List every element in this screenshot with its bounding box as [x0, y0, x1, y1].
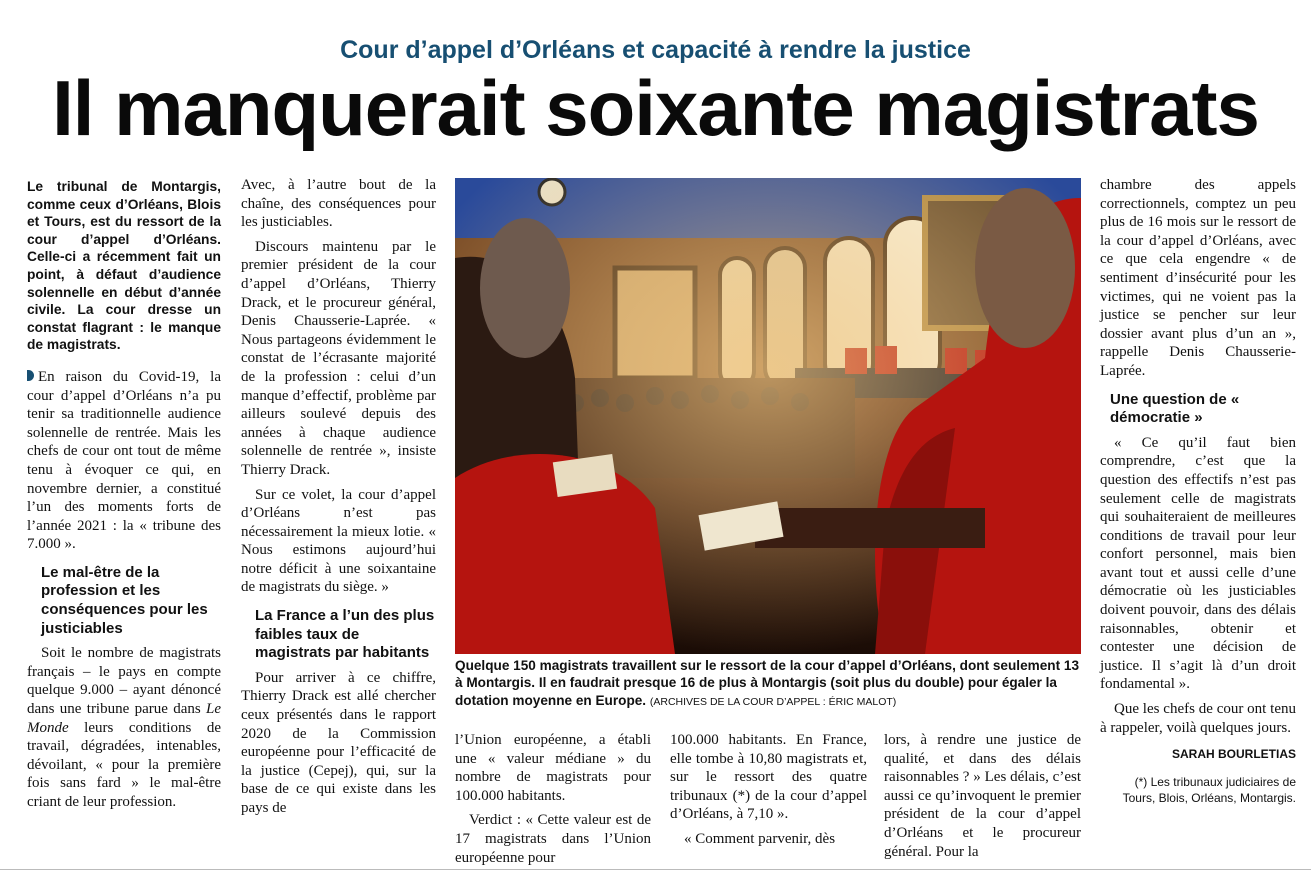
paragraph: Verdict : « Cette valeur est de 17 magistrats dans l’Union européenne pour	[455, 812, 651, 866]
column-6	[1100, 176, 1296, 806]
paragraph: Discours maintenu par le premier président de la cour d’appel d’Orléans, Thierry Drack, et le procureur général, Denis Chausserie-Laprée. « Nous partageons évidemment le constat de l’écrasante majorité de la profession : celui d’un manque d’effectif, problème par ailleurs soulevé depuis des années à chaque audience solennelle de rentrée », insiste Thierry Drack.	[241, 238, 436, 478]
paragraph-marker-icon	[27, 370, 34, 381]
column-5	[884, 731, 1081, 867]
newspaper-title: Le Monde	[27, 701, 221, 736]
paragraph: l’Union européenne, a établi une « valeur médiane » du nombre de magistrats pour 100.000 habitants.	[455, 732, 651, 804]
paragraph: En raison du Covid-19, la cour d’appel d’Orléans n’a pu tenir sa traditionnelle audience solennelle de rentrée. Mais les chefs de cour ont tout de même tenu à évoquer ce qui, en novembre dernier, a constitué l’un des moments forts de l’année 2021 : la « tribune des 7.000 ».	[27, 368, 221, 553]
paragraph: Pour arriver à ce chiffre, Thierry Drack est allé chercher ceux présentés dans le rapport 2020 de la Commission européenne pour l’efficacité de la justice (Cepej), qui, sur la base de ce qui existe dans les pays de	[241, 669, 436, 816]
article-lead: Le tribunal de Montargis, comme ceux d’Orléans, Blois et Tours, est du ressort de la cour d’appel d’Orléans. Celle-ci a récemment fait un point, à défaut d’audience solennelle en début d’année civile. La cour dresse un constat flagrant : le manque de magistrats.	[27, 179, 221, 353]
paragraph: 100.000 habitants. En France, elle tombe à 10,80 magistrats et, sur le ressort des quatre tribunaux (*) de la cour d’appel d’Orléans, à 7,10 ».	[670, 732, 867, 823]
paragraph: Que les chefs de cour ont tenu à rappeler, voilà quelques jours.	[1100, 701, 1296, 736]
paragraph: chambre des appels correctionnels, comptez un peu plus de 16 mois sur le ressort de la cour d’appel d’Orléans, avec ce que cela engendre « de sentiment d’insécurité pour les victimes, qui ne voient pas la justice se pencher sur leur dossier avant plus d’un an », rappelle Denis Chausserie-Laprée.	[1100, 177, 1296, 379]
column-3	[455, 731, 651, 873]
footnote: (*) Les tribunaux judiciaires de Tours, Blois, Orléans, Montargis.	[1122, 774, 1296, 805]
column-4	[670, 731, 867, 855]
article-kicker: Cour d’appel d’Orléans et capacité à rendre la justice	[340, 36, 971, 64]
subheading: Une question de « démocratie »	[1110, 390, 1240, 427]
paragraph: « Ce qu’il faut bien comprendre, c’est que la question des effectifs n’est pas seulement celle de magistrats qui souhaiteraient de meilleures conditions de travail pour leur confort personnel, mais bien avant tout et aussi celle d’une démocratie où les justiciables doivent pouvoir, dans des délais raisonnables, obtenir et contester une décision de justice. Il s’agit là d’un droit fondamental ».	[1100, 434, 1296, 693]
column-2	[241, 176, 436, 824]
photo-caption: Quelque 150 magistrats travaillent sur le ressort de la cour d’appel d’Orléans, dont seulement 13 à Montargis. Il en faudrait presque 16 de plus à Montargis (soit plus du double) pour égaler la dotation moyenne en Europe. (ARCHIVES DE LA COUR D’APPEL : ÉRIC MALOT)	[455, 658, 1080, 708]
photo-credit: (ARCHIVES DE LA COUR D’APPEL : ÉRIC MALOT)	[649, 695, 897, 708]
article-headline: Il manquerait soixante magistrats	[52, 64, 1259, 152]
paragraph: lors, à rendre une justice de qualité, et dans des délais raisonnables ? » Les délais, c’est aussi ce qu’invoquent le premier président de la cour d’appel d’Orléans et le procureur général. Pour la	[884, 732, 1081, 860]
courtroom-photo	[455, 178, 1081, 654]
paragraph: Avec, à l’autre bout de la chaîne, des conséquences pour les justiciables.	[241, 177, 436, 231]
paragraph: Sur ce volet, la cour d’appel d’Orléans n’est pas nécessairement la mieux lotie. « Nous estimons aujourd’hui notre déficit à une soixantaine de magistrats du siège. »	[241, 486, 436, 596]
paragraph: « Comment parvenir, dès	[684, 830, 836, 847]
paragraph: Soit le nombre de magistrats français – le pays en compte quelque 9.000 – ayant dénoncé dans une tribune parue dans Le Monde leurs conditions de travail, dégradées, intenables, dévoilant, « pour la première fois sans fard » le mal-être criant de leur profession.	[27, 645, 221, 810]
subheading: Le mal-être de la profession et les conséquences pour les justiciables	[41, 563, 208, 637]
courtroom-illustration	[455, 178, 1081, 654]
subheading: La France a l’un des plus faibles taux de magistrats par habitants	[255, 607, 435, 662]
bottom-rule	[0, 869, 1311, 870]
author-signature: SARAH BOURLETIAS	[1171, 747, 1296, 762]
column-1	[27, 178, 221, 818]
